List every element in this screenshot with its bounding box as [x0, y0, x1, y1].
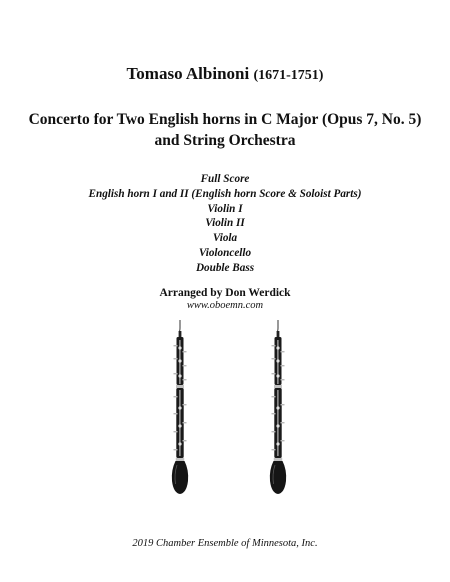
part-item: Violoncello: [198, 246, 252, 259]
part-item: Double Bass: [195, 261, 255, 274]
composer-line: [0, 64, 450, 86]
composer-years: (1671-1751): [253, 68, 324, 83]
part-item: Violin I: [207, 202, 243, 215]
website-text: www.oboemn.com: [186, 300, 264, 311]
title-line-2: and String Orchestra: [154, 132, 296, 149]
english-horn-icon: [160, 318, 200, 498]
part-item: Full Score: [200, 173, 250, 185]
part-item: Viola: [212, 232, 238, 245]
copyright-notice: 2019 Chamber Ensemble of Minnesota, Inc.: [132, 538, 318, 549]
title-line-1: Concerto for Two English horns in C Major (Opus 7, No. 5): [28, 111, 422, 128]
part-item: Violin II: [205, 217, 245, 230]
part-item: English horn I and II (English horn Score & Soloist Parts): [88, 187, 362, 200]
arranger-credit: Arranged by Don Werdick: [159, 287, 291, 299]
composer-name: Tomaso Albinoni: [126, 64, 250, 83]
english-horn-icon: [258, 318, 298, 498]
parts-list: [0, 172, 450, 276]
